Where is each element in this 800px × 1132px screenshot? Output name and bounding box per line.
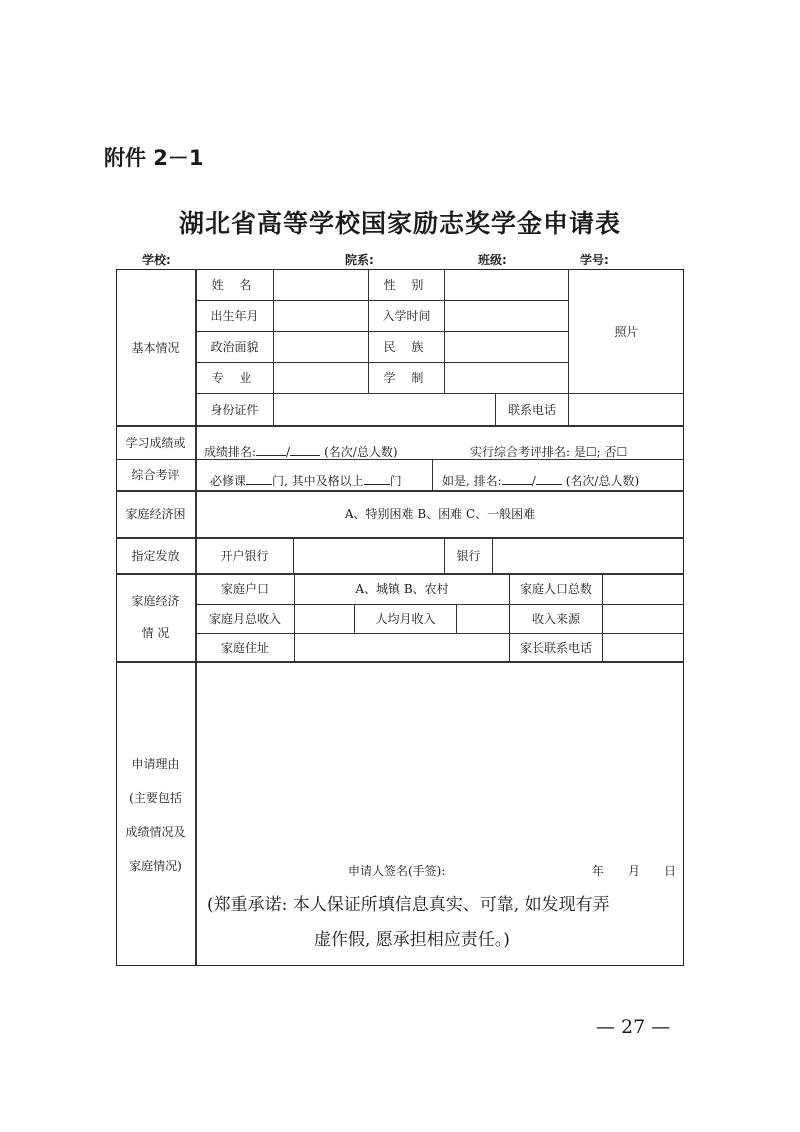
photo-box[interactable]: 照片: [614, 324, 639, 339]
gender-label: 性 别: [383, 278, 430, 292]
address-label: 家庭住址: [220, 640, 269, 655]
econ-label: 家庭经济困: [125, 507, 186, 521]
signature-label: 申请人签名(手签):: [348, 864, 446, 878]
income-field[interactable]: [295, 605, 354, 633]
income-label: 家庭月总收入: [208, 612, 281, 626]
ethnicity-label: 民 族: [383, 340, 430, 354]
passed-count-blank[interactable]: [364, 472, 390, 485]
ifyes-rank-row: [442, 472, 639, 489]
family-section-label-2: 情 况: [141, 626, 170, 640]
reason-label-3: 成绩情况及: [125, 825, 186, 839]
family-section-label: [116, 573, 195, 661]
day-label: 日: [664, 864, 677, 878]
rank-label: 成绩排名:: [204, 445, 257, 459]
id-label: 身份证件: [210, 402, 259, 417]
required-passed-label: 门, 其中及格以上: [272, 474, 364, 488]
form-title: 湖北省高等学校国家励志奖学金申请表: [178, 209, 621, 238]
ifyes-note: (名次/总人数): [565, 474, 640, 488]
parent-phone-label: 家长联系电话: [519, 640, 592, 655]
reason-text-area[interactable]: [196, 663, 684, 848]
political-field[interactable]: [274, 332, 368, 362]
bank-label: 银行: [456, 548, 481, 563]
ifyes-total-blank[interactable]: [536, 472, 562, 485]
reason-label: [116, 745, 195, 885]
divider: [432, 459, 433, 490]
study-section-label-1: 学习成绩或: [125, 435, 186, 450]
year-label: 年: [592, 864, 605, 878]
econ-options[interactable]: A、特别困难 B、困难 C、一般困难: [344, 507, 536, 521]
gender-field[interactable]: [445, 270, 568, 300]
department-label: 院系:: [345, 253, 374, 267]
phone-field[interactable]: [569, 394, 684, 425]
rank-note: (名次/总人数): [324, 445, 398, 459]
bank-section-label: 指定发放: [131, 548, 180, 563]
bank-field[interactable]: [493, 538, 684, 573]
page-number: — 27 —: [596, 1016, 671, 1038]
open-bank-field[interactable]: [294, 538, 444, 573]
basic-section-label: 基本情况: [131, 340, 180, 355]
school-label: 学校:: [142, 253, 171, 267]
student-no-label: 学号:: [580, 253, 609, 267]
ethnicity-field[interactable]: [445, 332, 568, 362]
per-capita-label: 人均月收入: [375, 612, 436, 626]
required-label: 必修课: [210, 474, 247, 488]
open-bank-label: 开户银行: [220, 548, 269, 563]
required-courses-row: [210, 472, 402, 489]
hukou-label: 家庭户口: [220, 582, 269, 596]
address-field[interactable]: [295, 634, 509, 661]
ifyes-rank-blank[interactable]: [502, 472, 532, 485]
rank-slash: /: [286, 445, 291, 459]
name-field[interactable]: [274, 270, 368, 300]
promise-line-1: (郑重承诺: 本人保证所填信息真实、可靠, 如发现有弄: [207, 895, 610, 915]
population-field[interactable]: [603, 574, 684, 604]
birth-label: 出生年月: [210, 309, 259, 323]
reason-label-1: 申请理由: [131, 757, 180, 771]
promise-line-2: 虚作假, 愿承担相应责任。): [314, 930, 510, 950]
ifyes-label: 如是, 排名:: [442, 474, 502, 488]
source-label: 收入来源: [531, 612, 580, 626]
divider: [116, 425, 684, 427]
required-unit: 门: [389, 474, 402, 488]
comprehensive-eval-choice[interactable]: 实行综合考评排名: 是☐; 否☐: [470, 445, 628, 459]
attachment-label: 附件 2－1: [104, 146, 204, 170]
month-label: 月: [628, 864, 641, 878]
reason-label-4: 家庭情况): [129, 859, 182, 873]
hukou-options[interactable]: A、城镇 B、农村: [355, 582, 449, 596]
signature-field[interactable]: [470, 856, 580, 878]
family-section-label-1: 家庭经济: [131, 594, 180, 608]
phone-label: 联系电话: [507, 402, 556, 417]
rank-blank[interactable]: [256, 443, 286, 456]
parent-phone-field[interactable]: [603, 634, 684, 661]
reason-label-2: (主要包括: [129, 791, 182, 805]
major-field[interactable]: [274, 363, 368, 393]
total-blank[interactable]: [290, 443, 320, 456]
major-label: 专 业: [211, 371, 258, 385]
study-section-label-2: 综合考评: [131, 468, 180, 482]
id-field[interactable]: [274, 394, 495, 425]
class-label: 班级:: [478, 253, 507, 267]
duration-label: 学 制: [383, 371, 430, 385]
enroll-field[interactable]: [445, 301, 568, 331]
source-field[interactable]: [603, 605, 684, 633]
rank-row: [204, 443, 398, 460]
ifyes-slash: /: [531, 474, 536, 488]
name-label: 姓 名: [211, 278, 258, 292]
population-label: 家庭人口总数: [519, 582, 592, 596]
political-label: 政治面貌: [210, 340, 259, 354]
per-capita-field[interactable]: [457, 605, 509, 633]
birth-field[interactable]: [274, 301, 368, 331]
enroll-label: 入学时间: [382, 309, 431, 323]
required-count-blank[interactable]: [246, 472, 272, 485]
duration-field[interactable]: [445, 363, 568, 393]
